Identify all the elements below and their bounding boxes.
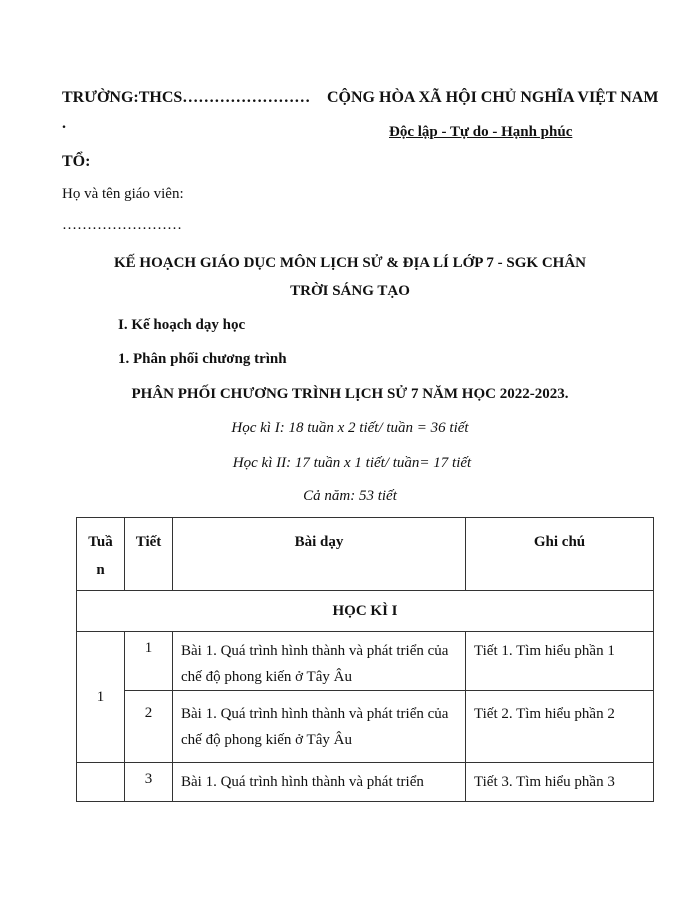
group-label: TỔ: [62,153,91,170]
teacher-label: Họ và tên giáo viên: [62,186,184,202]
national-motto: Độc lập - Tự do - Hạnh phúc [389,124,573,140]
semester-label: HỌC KÌ I [77,591,654,632]
table-header-row [77,518,654,591]
header-note: Ghi chú [466,518,654,591]
program-title: PHÂN PHỐI CHƯƠNG TRÌNH LỊCH SỬ 7 NĂM HỌC 2022-2023. [131,386,569,402]
header-lesson: Bài dạy [173,518,466,591]
lesson-cell: Bài 1. Quá trình hình thành và phát triển của chế độ phong kiến ở Tây Âu [173,691,466,763]
lesson-cell: Bài 1. Quá trình hình thành và phát triển [173,763,466,802]
period-cell: 1 [125,632,173,691]
note-cell: Tiết 2. Tìm hiểu phần 2 [466,691,654,763]
table-row [77,763,654,802]
semester2-info: Học kì II: 17 tuần x 1 tiết/ tuần= 17 tiết [232,455,472,471]
year-info: Cả năm: 53 tiết [303,488,397,504]
week-cell-empty [77,763,125,802]
header-period: Tiết [125,518,173,591]
table-row [77,691,654,763]
semester-row [77,591,654,632]
period-cell: 2 [125,691,173,763]
week-cell: 1 [77,632,125,763]
subsection-heading: 1. Phân phối chương trình [118,351,287,367]
doc-title-line2: TRỜI SÁNG TẠO [290,283,410,299]
section-heading: I. Kế hoạch dạy học [118,317,246,333]
lesson-cell: Bài 1. Quá trình hình thành và phát triển của chế độ phong kiến ở Tây Âu [173,632,466,691]
teacher-dots: …………………… [62,217,182,233]
school-name: TRƯỜNG:THCS…………………… [62,89,311,106]
note-cell: Tiết 1. Tìm hiểu phần 1 [466,632,654,691]
header-week: Tuần [77,518,125,591]
period-cell: 3 [125,763,173,802]
program-table [76,517,654,802]
semester1-info: Học kì I: 18 tuần x 2 tiết/ tuần = 36 tiết [231,420,469,436]
note-cell: Tiết 3. Tìm hiểu phần 3 [466,763,654,802]
national-title: CỘNG HÒA XÃ HỘI CHỦ NGHĨA VIỆT NAM [327,89,659,106]
table-row [77,632,654,691]
school-dot: . [62,115,66,132]
doc-title-line1: KẾ HOẠCH GIÁO DỤC MÔN LỊCH SỬ & ĐỊA LÍ LỚP 7 - SGK CHÂN [114,255,586,271]
